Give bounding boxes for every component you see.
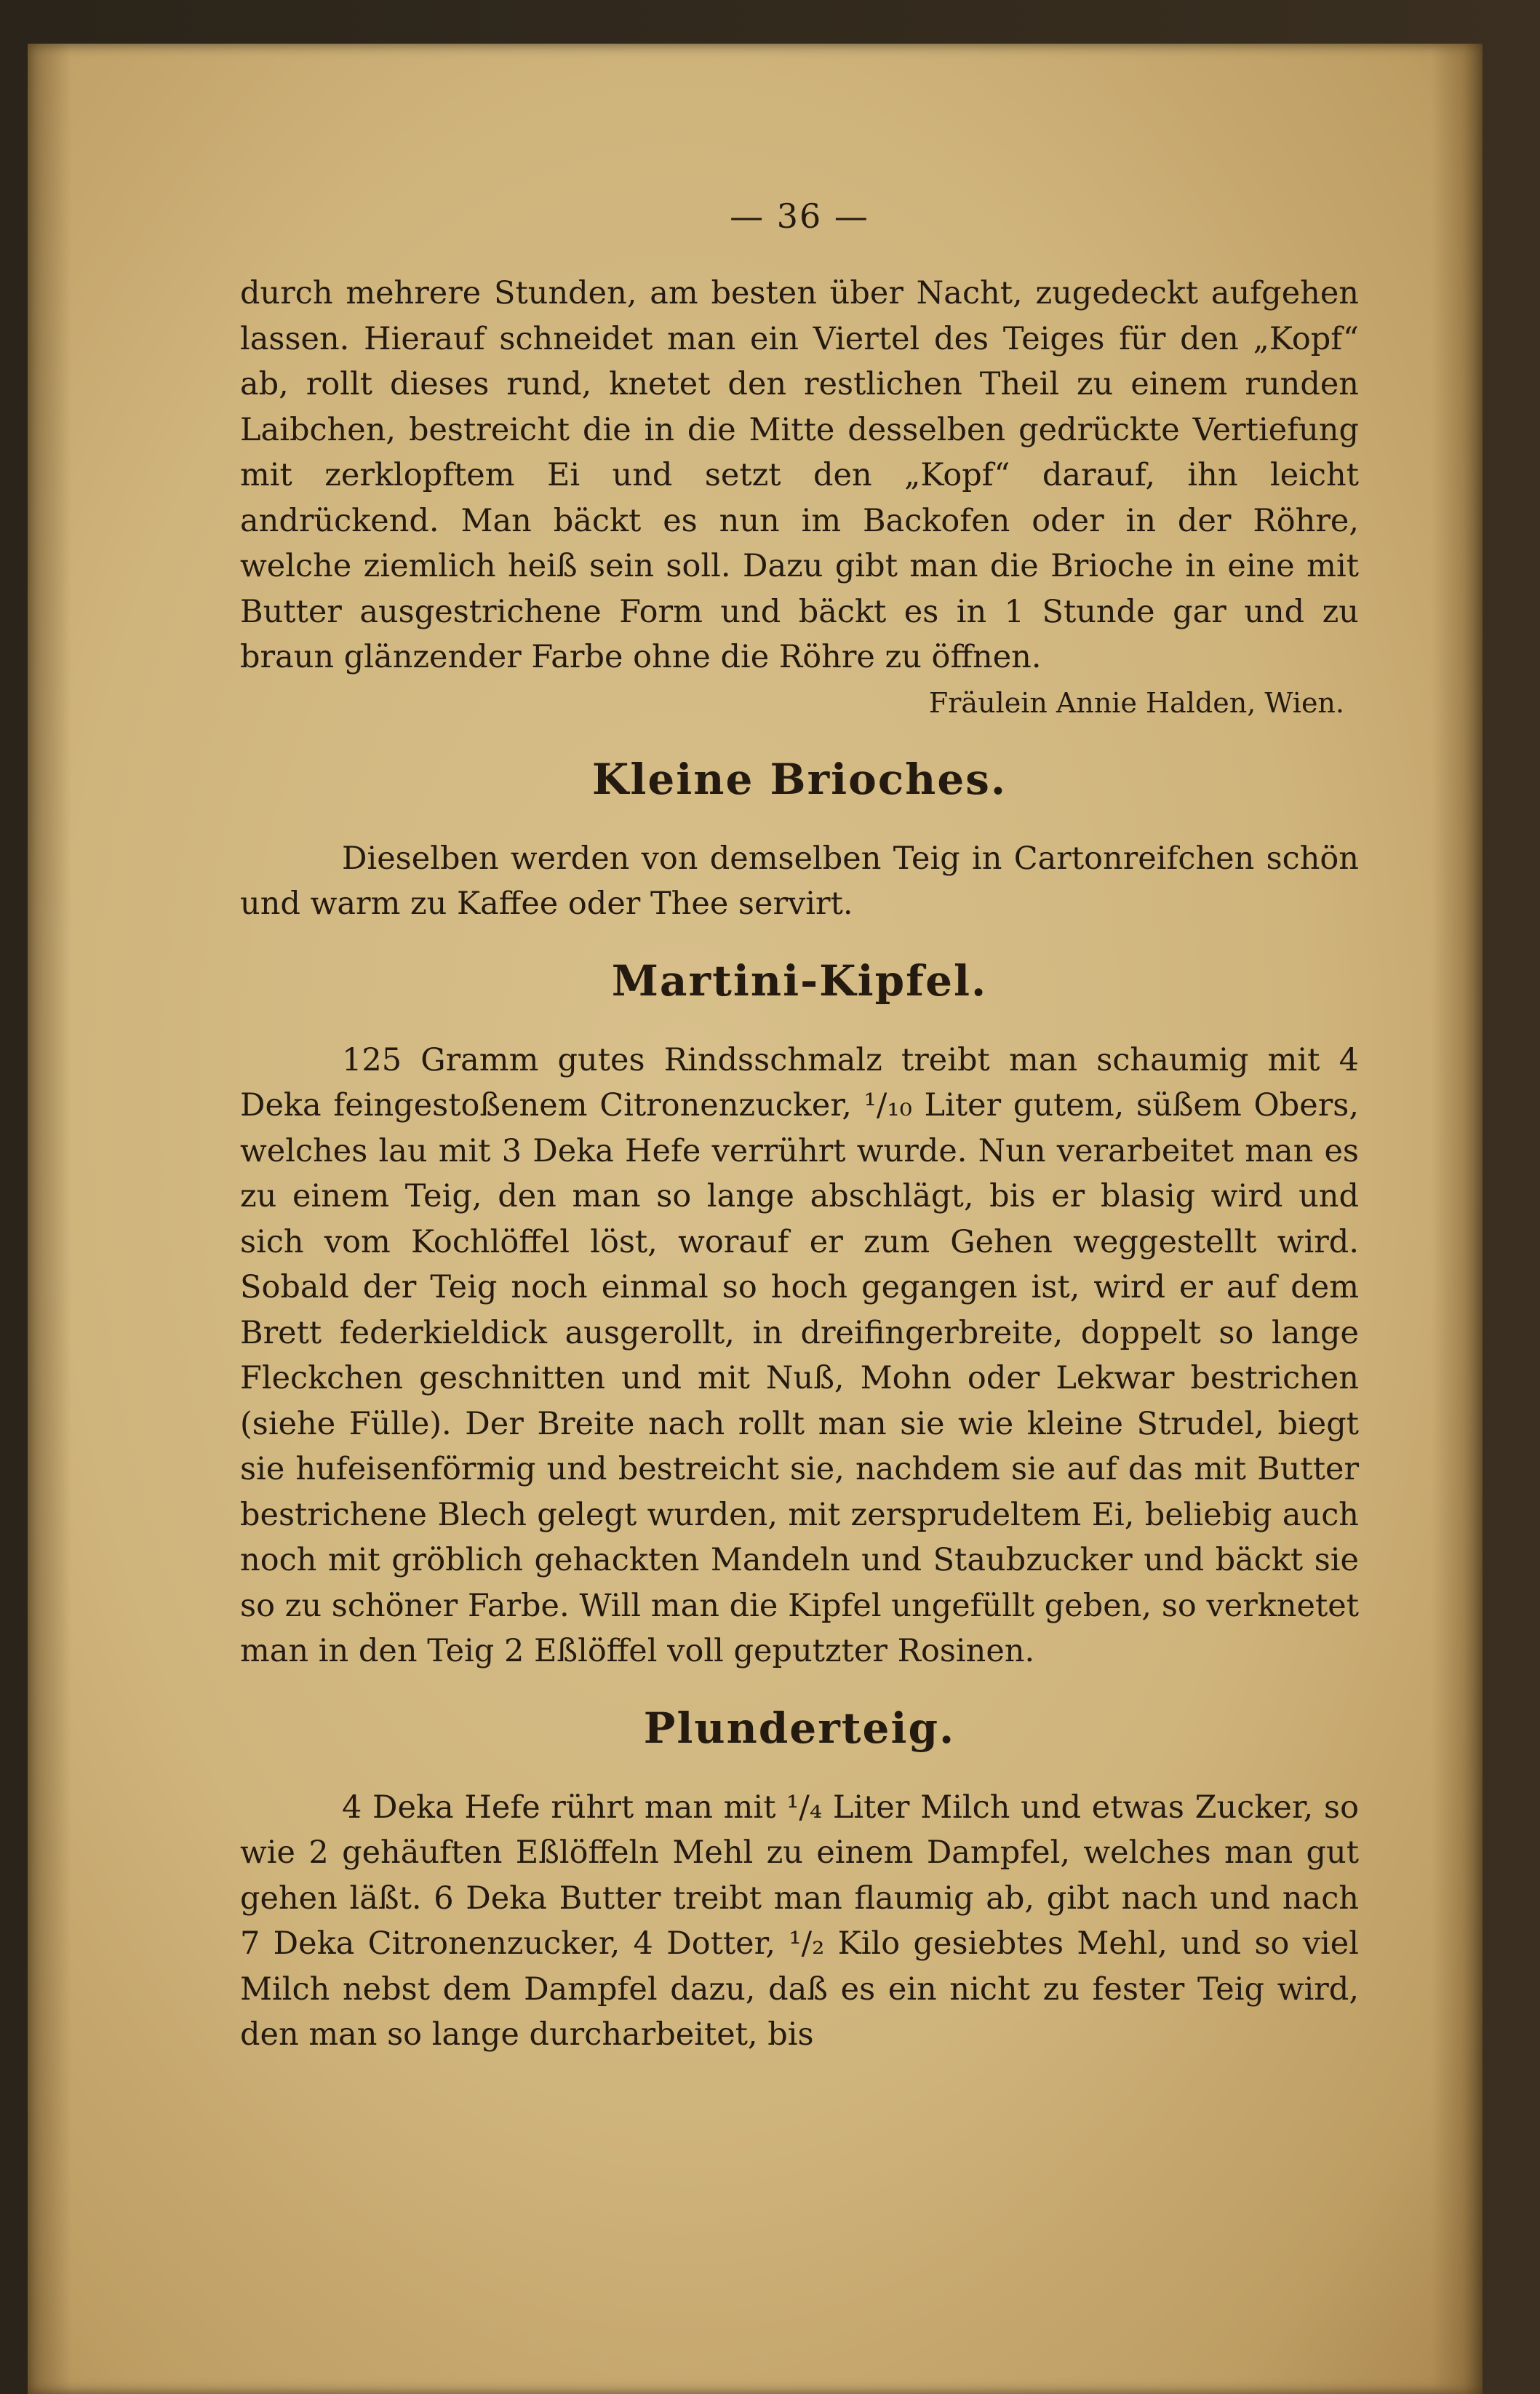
heading-plunderteig: Plunderteig. (643, 1703, 956, 1753)
paragraph-plunderteig: 4 Deka Hefe rührt man mit ¹/₄ Liter Milch und etwas Zucker, so wie 2 gehäuften Eßlöffeln Mehl zu einem Dampfel, welches man gut gehen läßt. 6 Deka Butter treibt man flaumig ab, gibt nach und nach 7 Deka Citronenzucker, 4 Dotter, ¹/₂ Kilo gesiebtes Mehl, und so viel Milch nebst dem Dampfel dazu, daß es ein nicht zu fester Teig wird, den man so lange durcharbeitet, bis (240, 1789, 1359, 2053)
heading-kleine-brioches: Kleine Brioches. (591, 754, 1008, 804)
recipe-signature: Fräulein Annie Halden, Wien. (928, 686, 1344, 719)
page-content (240, 196, 1359, 2058)
spine-shadow (28, 44, 71, 2394)
paragraph-martini-kipfel: 125 Gramm gutes Rindsschmalz treibt man schaumig mit 4 Deka feingestoßenem Citronenzucker, ¹/₁₀ Liter gutem, süßem Obers, welches lau mit 3 Deka Hefe verrührt wurde. Nun verarbeitet man es zu einem Teig, den man so lange abschlägt, bis er blasig wird und sich vom Kochlöffel löst, worauf er zum Gehen weggestellt wird. Sobald der Teig noch einmal so hoch gegangen ist, wird er auf dem Brett federkieldick ausgerollt, in dreifingerbreite, doppelt so lange Fleckchen geschnitten und mit Nuß, Mohn oder Lekwar bestrichen (siehe Fülle). Der Breite nach rollt man sie wie kleine Strudel, biegt sie hufeisenförmig und bestreicht sie, nachdem sie auf das mit Butter bestrichene Blech gelegt wurden, mit zersprudeltem Ei, beliebig auch noch mit gröblich gehackten Mandeln und Staubzucker und bäckt sie so zu schöner Farbe. Will man die Kipfel ungefüllt geben, so verknetet man in den Teig 2 Eßlöffel voll geputzter Rosinen. (240, 1041, 1359, 1669)
page-number: — 36 — (730, 196, 869, 236)
paragraph-kleine-brioches: Dieselben werden von demselben Teig in Cartonreifchen schön und warm zu Kaffee oder Thee servirt. (240, 840, 1359, 922)
heading-martini-kipfel: Martini-Kipfel. (611, 955, 988, 1006)
page-edge (1432, 44, 1483, 2394)
book-page (28, 44, 1483, 2394)
continued-paragraph: durch mehrere Stunden, am besten über Nacht, zugedeckt aufgehen lassen. Hierauf schneidet man ein Viertel des Teiges für den „Kopf“ ab, rollt dieses rund, knetet den restlichen Theil zu einem runden Laibchen, bestreicht die in die Mitte desselben gedrückte Vertiefung mit zerklopftem Ei und setzt den „Kopf“ darauf, ihn leicht andrückend. Man bäckt es nun im Backofen oder in der Röhre, welche ziemlich heiß sein soll. Dazu gibt man die Brioche in eine mit Butter ausgestrichene Form und bäckt es in 1 Stunde gar und zu braun glänzender Farbe ohne die Röhre zu öffnen. (240, 275, 1359, 675)
